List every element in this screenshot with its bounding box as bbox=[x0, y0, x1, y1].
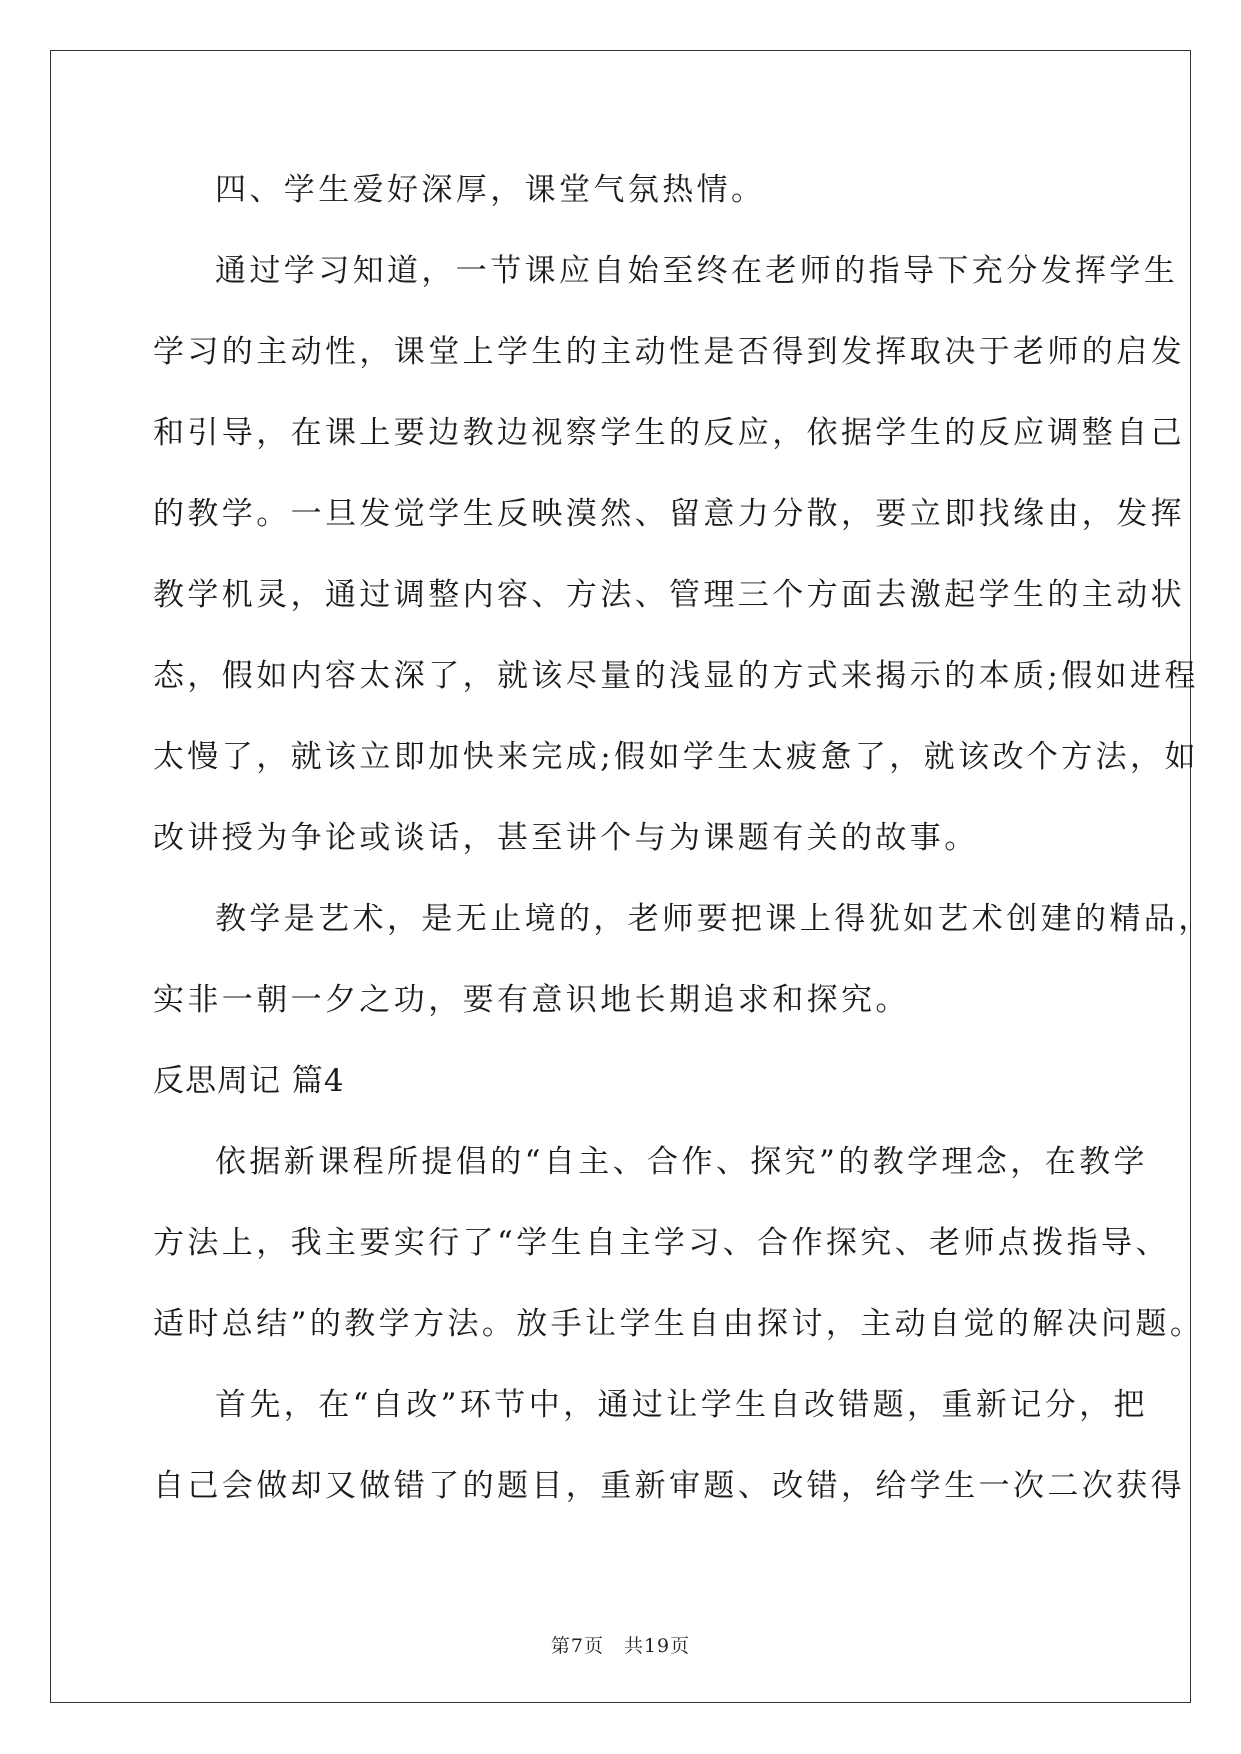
text-line: 通过学习知道，一节课应自始至终在老师的指导下充分发挥学生 bbox=[215, 253, 1179, 289]
text-line: 太慢了，就该立即加快来完成;假如学生太疲惫了，就该改个方法，如 bbox=[153, 739, 1199, 775]
text-line: 适时总结”的教学方法。放手让学生自由探讨，主动自觉的解决问题。 bbox=[153, 1306, 1205, 1342]
text-line: 方法上，我主要实行了“学生自主学习、合作探究、老师点拨指导、 bbox=[153, 1225, 1170, 1261]
text-line: 四、学生爱好深厚，课堂气氛热情。 bbox=[215, 172, 766, 208]
text-line: 教学是艺术，是无止境的，老师要把课上得犹如艺术创建的精品， bbox=[215, 901, 1213, 937]
text-line: 教学机灵，通过调整内容、方法、管理三个方面去激起学生的主动状 bbox=[153, 577, 1185, 613]
text-line: 改讲授为争论或谈话，甚至讲个与为课题有关的故事。 bbox=[153, 820, 979, 856]
section-heading: 反思周记 篇4 bbox=[153, 1063, 345, 1099]
text-line: 自己会做却又做错了的题目，重新审题、改错，给学生一次二次获得 bbox=[153, 1468, 1185, 1504]
document-body bbox=[153, 150, 1213, 1527]
text-line: 依据新课程所提倡的“自主、合作、探究”的教学理念，在教学 bbox=[215, 1144, 1148, 1180]
text-line: 态，假如内容太深了，就该尽量的浅显的方式来揭示的本质;假如进程 bbox=[153, 658, 1199, 694]
text-line: 首先，在“自改”环节中，通过让学生自改错题，重新记分，把 bbox=[215, 1387, 1148, 1423]
text-line: 学习的主动性，课堂上学生的主动性是否得到发挥取决于老师的启发 bbox=[153, 334, 1185, 370]
text-line: 和引导，在课上要边教边视察学生的反应，依据学生的反应调整自己 bbox=[153, 415, 1185, 451]
text-line: 实非一朝一夕之功，要有意识地长期追求和探究。 bbox=[153, 982, 910, 1018]
page-number-footer: 第7页 共19页 bbox=[550, 1635, 691, 1657]
text-line: 的教学。一旦发觉学生反映漠然、留意力分散，要立即找缘由，发挥 bbox=[153, 496, 1185, 532]
